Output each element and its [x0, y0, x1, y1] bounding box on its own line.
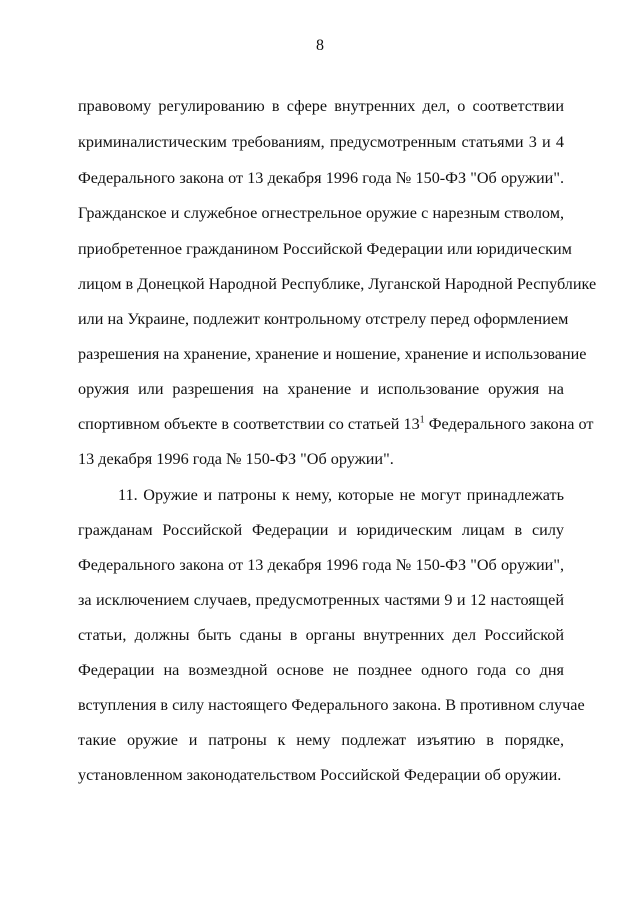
line-text: спортивном объекте в соответствии со статьей 13 — [78, 415, 420, 433]
paragraph-line: Федерации на возмездной основе не позднее одного года со дня — [78, 661, 564, 679]
paragraph-line: оружия или разрешения на хранение и использование оружия на — [78, 380, 564, 398]
paragraph-line: такие оружие и патроны к нему подлежат изъятию в порядке, — [78, 731, 564, 749]
paragraph-line: статьи, должны быть сданы в органы внутренних дел Российской — [78, 626, 564, 644]
paragraph-line: 13 декабря 1996 года № 150-ФЗ "Об оружии". — [78, 450, 394, 468]
paragraph-line: лицом в Донецкой Народной Республике, Луганской Народной Республике — [78, 275, 597, 293]
paragraph-line: правовому регулированию в сфере внутренних дел, о соответствии — [78, 97, 564, 115]
superscript: 1 — [419, 414, 425, 426]
paragraph-line: Гражданское и служебное огнестрельное оружие с нарезным стволом, — [78, 204, 564, 222]
paragraph-line: вступления в силу настоящего Федерального закона. В противном случае — [78, 696, 585, 714]
page-number: 8 — [316, 37, 324, 54]
paragraph-line: гражданам Российской Федерации и юридическим лицам в силу — [78, 521, 564, 539]
paragraph-line: Федерального закона от 13 декабря 1996 года № 150-ФЗ "Об оружии", — [78, 556, 564, 574]
paragraph-line: за исключением случаев, предусмотренных частями 9 и 12 настоящей — [78, 591, 564, 609]
paragraph-line: или на Украине, подлежит контрольному отстрелу перед оформлением — [78, 310, 569, 328]
paragraph-line: разрешения на хранение, хранение и ношение, хранение и использование — [78, 345, 587, 363]
paragraph-line: приобретенное гражданином Российской Федерации или юридическим — [78, 240, 572, 258]
paragraph-line: криминалистическим требованиям, предусмотренным статьями 3 и 4 — [78, 133, 564, 151]
paragraph-line: Федерального закона от 13 декабря 1996 года № 150-ФЗ "Об оружии". — [78, 169, 564, 187]
paragraph-line-with-footnote — [78, 414, 594, 434]
paragraph-line: 11. Оружие и патроны к нему, которые не могут принадлежать — [118, 486, 564, 504]
paragraph-line: установленном законодательством Российской Федерации об оружии. — [78, 766, 562, 784]
line-text: Федерального закона от — [424, 415, 594, 433]
